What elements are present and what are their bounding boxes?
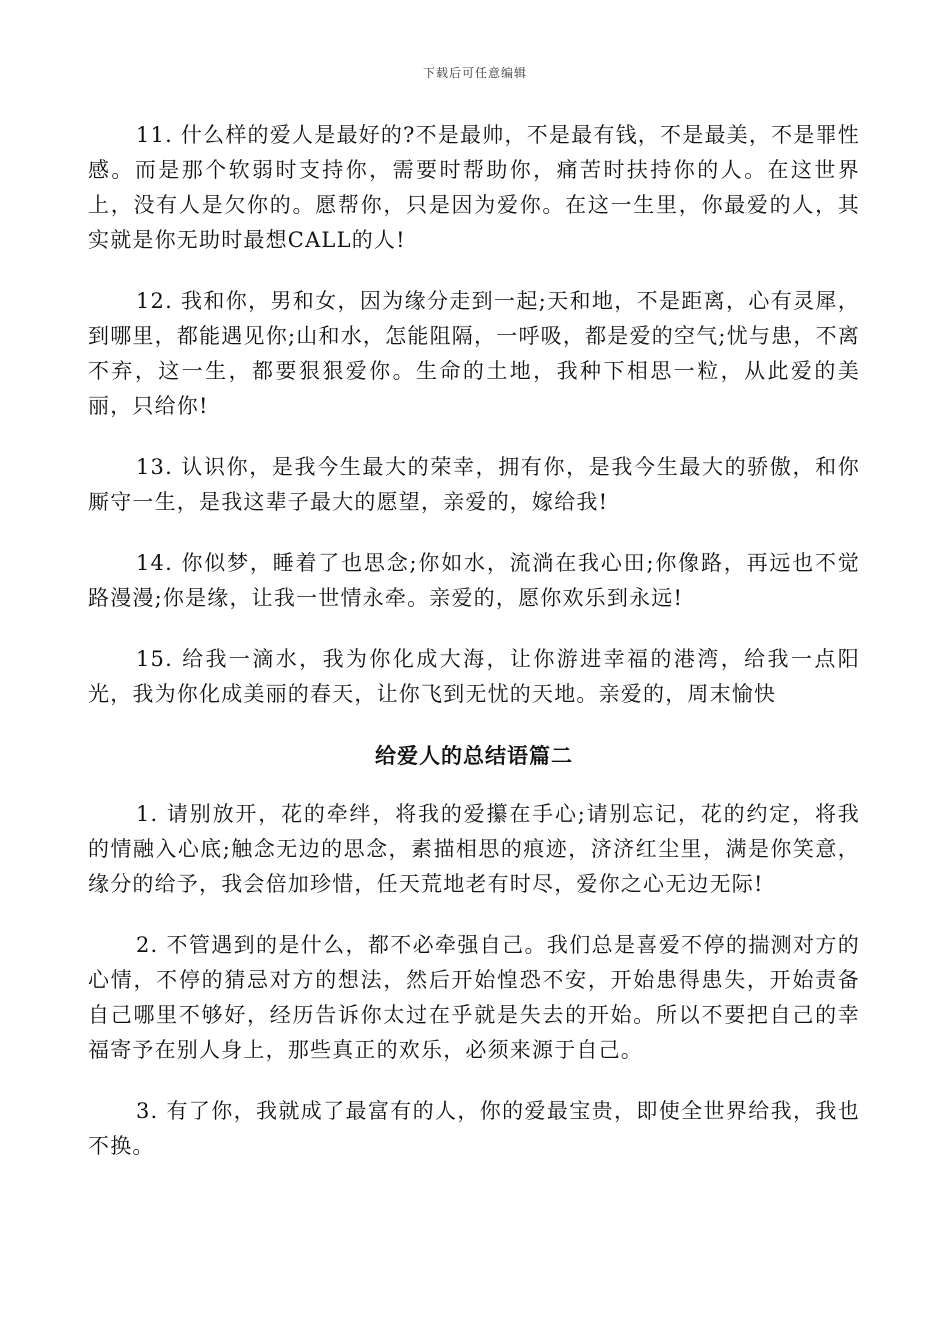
paragraph-14: 14. 你似梦，睡着了也思念;你如水，流淌在我心田;你像路，再远也不觉路漫漫;你是缘，让我一世情永牵。亲爱的，愿你欢乐到永远! — [88, 551, 860, 610]
section-title: 给爱人的总结语篇二 — [375, 743, 573, 768]
paragraph-2: 2. 不管遇到的是什么，都不必牵强自己。我们总是喜爱不停的揣测对方的心情，不停的猜忌对方的想法，然后开始惶恐不安，开始患得患失，开始责备自己哪里不够好，经历告诉你太过在乎就是失去的开始。所以不要把自己的幸福寄予在别人身上，那些真正的欢乐，必须来源于自己。 — [88, 933, 860, 1062]
paragraph-3: 3. 有了你，我就成了最富有的人，你的爱最宝贵，即使全世界给我，我也不换。 — [88, 1099, 860, 1158]
paragraph-13: 13. 认识你，是我今生最大的荣幸，拥有你，是我今生最大的骄傲，和你厮守一生，是我这辈子最大的愿望，亲爱的，嫁给我! — [88, 455, 860, 514]
document-body — [88, 118, 860, 1190]
page-header-note: 下载后可任意编辑 — [422, 66, 527, 80]
paragraph-15: 15. 给我一滴水，我为你化成大海，让你游进幸福的港湾，给我一点阳光，我为你化成美丽的春天，让你飞到无忧的天地。亲爱的，周末愉快 — [88, 647, 860, 706]
paragraph-12: 12. 我和你，男和女，因为缘分走到一起;天和地，不是距离，心有灵犀，到哪里，都能遇见你;山和水，怎能阻隔，一呼吸，都是爱的空气;忧与患，不离不弃，这一生，都要狠狠爱你。生命的土地，我种下相思一粒，从此爱的美丽，只给你! — [88, 289, 860, 418]
paragraph-1: 1. 请别放开，花的牵绊，将我的爱攥在手心;请别忘记，花的约定，将我的情融入心底;触念无边的思念，素描相思的痕迹，济济红尘里，满是你笑意，缘分的给予，我会倍加珍惜，任天荒地老有时尽，爱你之心无边无际! — [88, 802, 860, 896]
paragraph-11: 11. 什么样的爱人是最好的?不是最帅，不是最有钱，不是最美，不是罪性感。而是那个软弱时支持你，需要时帮助你，痛苦时扶持你的人。在这世界上，没有人是欠你的。愿帮你，只是因为爱你。在这一生里，你最爱的人，其实就是你无助时最想CALL的人! — [88, 123, 860, 252]
